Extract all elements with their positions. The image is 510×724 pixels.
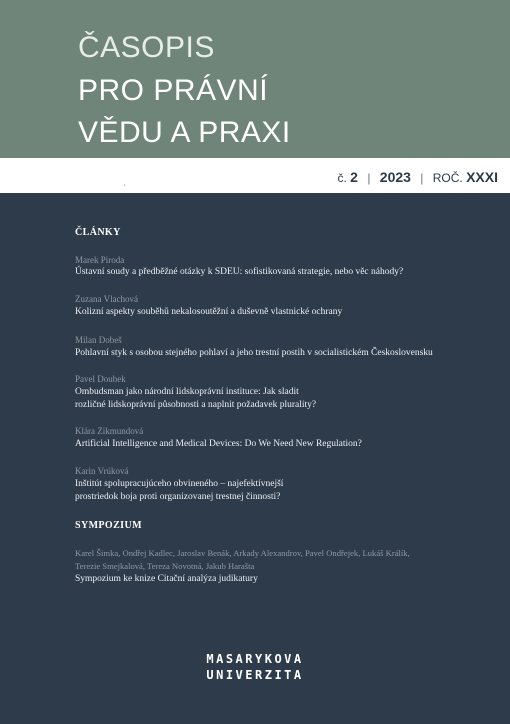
volume-number: XXXI	[466, 169, 498, 185]
issue-info	[337, 169, 498, 185]
article-title: Ombudsman jako národní lidskoprávní instituce: Jak sladit rozličné lidskoprávní působnosti a naplnit požadavek plurality?	[75, 387, 317, 410]
article-author: Pavel Doubek	[75, 374, 126, 384]
article-author: Zuzana Vlachová	[75, 294, 139, 304]
article-title: Artificial Intelligence and Medical Devices: Do We Need New Regulation?	[75, 439, 362, 449]
article-author: Klára Zikmundová	[75, 426, 144, 436]
section-heading-symposium: SYMPOZIUM	[75, 520, 142, 531]
publisher-logo	[0, 651, 510, 683]
separator: |	[367, 171, 371, 185]
volume-label: ROČ.	[432, 171, 463, 185]
article-author: Karin Vrúková	[75, 466, 129, 476]
publisher-line-2: UNIVERZITA	[206, 668, 304, 682]
symposium-authors: Karel Šimka, Ondřej Kadlec, Jaroslav Benák, Arkady Alexandrov, Pavel Ondřejek, Lukáš Králík,	[75, 548, 410, 558]
article-title: Pohlavní styk s osobou stejného pohlaví a jeho trestní postih v socialistickém Československu	[75, 348, 433, 358]
section-heading-articles: ČLÁNKY	[75, 227, 121, 238]
issue-number-label: č.	[337, 171, 347, 185]
article-title: Inštitút spolupracujúceho obvineného – najefektívnejší prostriedok boja proti organizovanej trestnej činnosti?	[75, 479, 284, 502]
separator: |	[420, 171, 424, 185]
article-title: Kolizní aspekty souběhů nekalosoutěžní a duševně vlastnické ochrany	[75, 307, 343, 317]
article-title: Ústavní soudy a předběžné otázky k SDEU: sofistikovaná strategie, nebo věc náhody?	[75, 267, 404, 277]
issue-year: 2023	[379, 169, 411, 185]
article-author: Marek Piroda	[75, 255, 125, 265]
article-author: Milan Dobeš	[75, 335, 122, 345]
title-band	[0, 0, 510, 158]
symposium-authors: Terezie Smejkalová, Tereza Novotná, Jakub Harašta	[75, 561, 255, 571]
symposium-title: Sympozium ke knize Citační analýza judikatury	[75, 574, 258, 584]
print-mark: '	[124, 183, 126, 192]
journal-title-line-3: VĚDU A PRAXI	[78, 116, 291, 149]
issue-number: 2	[350, 169, 358, 185]
publisher-line-1: MASARYKOVA	[206, 652, 304, 666]
journal-title-line-2: PRO PRÁVNÍ	[78, 74, 269, 107]
journal-title-line-1: ČASOPIS	[78, 31, 215, 64]
